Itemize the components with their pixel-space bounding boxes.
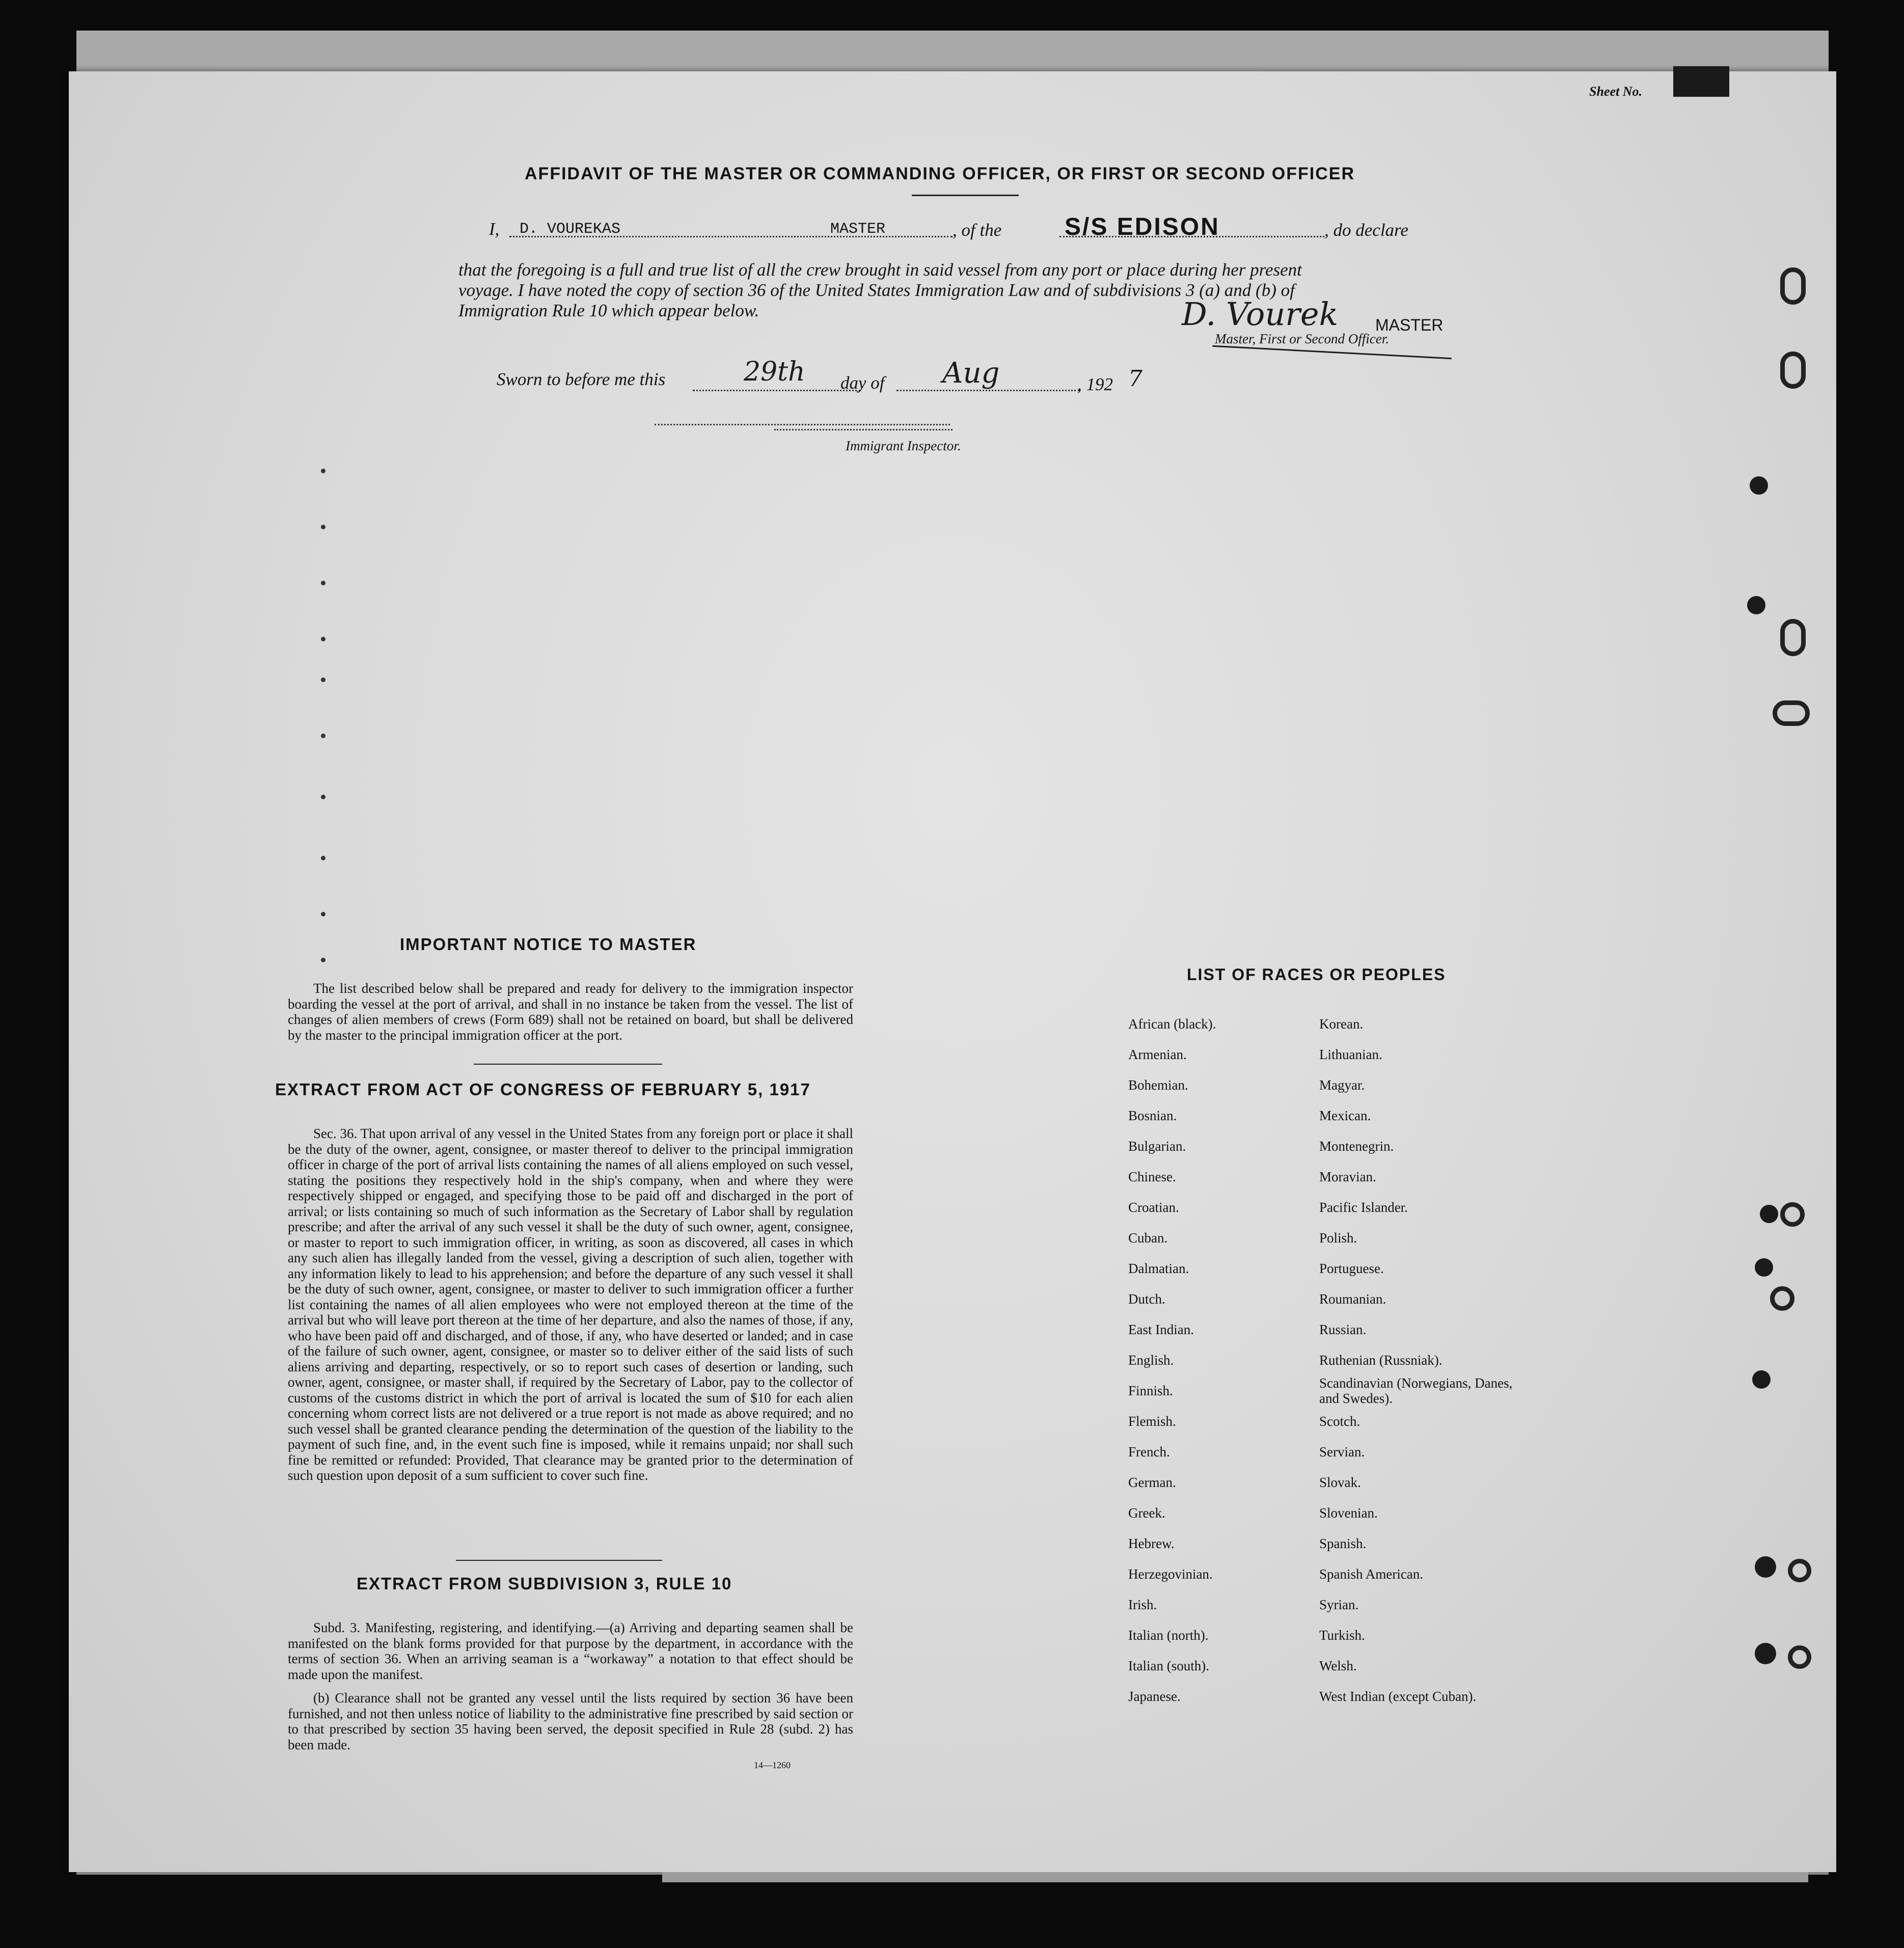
- races-title: LIST OF RACES OR PEOPLES: [1187, 965, 1446, 984]
- race-item: African (black).: [1128, 1016, 1216, 1032]
- act-rule: [456, 1560, 662, 1561]
- sworn-day: 29th: [744, 357, 805, 387]
- act-extract-text: Sec. 36. That upon arrival of any vessel in the United States from any foreign port or place it shall be the duty of the owner, agent, consignee, or master thereof to deliver to the principal immigration officer in charge of the port of arrival lists containing the names of all aliens employed on such vessel, stating the positions they respectively hold in the ship's company, when and where they were respectively shipped or engaged, and specifying those to be paid off and discharged in the port of arrival; or lists containing so much of such information as the Secretary of Labor shall by regulation prescribe; and after the arrival of any such vessel it shall be the duty of such owner, agent, consignee, or master to report to such immigration officer, in writing, as soon as discovered, all cases in which any such alien has illegally landed from the vessel, giving a description of such alien, together with any information likely to lead to his apprehension; and before the departure of any such vessel it shall be the duty of such owner, agent, consignee, or master to deliver to such immigration officer a further list containing the names of all alien employees who were not employed thereon at the time of the arrival but who will leave port thereon at the time of her departure, and also the names of those, if any, who have been paid off and discharged, and of those, if any, who have deserted or landed; and in case of the failure of such owner, agent, consignee, or master so to deliver either of the said lists of such aliens arriving and departing, respectively, or so to report such cases of desertion or landing, such owner, agent, consignee, or master shall, if required by the Secretary of Labor, pay to the collector of customs of the customs district in which the port of arrival is located the sum of $10 for each alien concerning whom correct lists are not delivered or a true report is not made as above required; and no such vessel shall be granted clearance pending the determination of the question of the liability to the payment of such fine, and, in the event such fine is imposed, while it remains unpaid; nor shall such fine be remitted or refunded: Provided, That clearance may be granted prior to the determination of such question upon deposit of a sum sufficient to cover such fine.: [288, 1126, 853, 1483]
- race-item: Welsh.: [1319, 1658, 1357, 1673]
- race-item: Moravian.: [1319, 1169, 1376, 1184]
- races-right-column: [1319, 1009, 1513, 1712]
- race-item: Bohemian.: [1128, 1077, 1188, 1093]
- race-item: Italian (north).: [1128, 1628, 1209, 1643]
- race-item: Bosnian.: [1128, 1108, 1177, 1123]
- sheet-number-stamp: [1673, 66, 1729, 97]
- race-item: Spanish American.: [1319, 1566, 1423, 1582]
- binder-ring: [1788, 1645, 1811, 1669]
- affidavit-line-3: voyage. I have noted the copy of section 36 of the United States Immigration Law and of subdivisions 3 (a) and (b) of: [458, 280, 1295, 300]
- punch-hole: [1755, 1258, 1773, 1277]
- binder-ring: [1773, 700, 1810, 726]
- binder-ring: [1780, 619, 1806, 656]
- race-item: Turkish.: [1319, 1628, 1365, 1643]
- race-item: Polish.: [1319, 1230, 1357, 1246]
- sworn-label: Sworn to before me this: [497, 369, 666, 389]
- punch-hole: [1747, 596, 1765, 614]
- notice-rule: [474, 1064, 662, 1065]
- binder-ring: [1780, 1202, 1805, 1227]
- signature-title: MASTER: [1375, 316, 1444, 334]
- race-item: Greek.: [1128, 1505, 1165, 1521]
- race-item: German.: [1128, 1475, 1176, 1490]
- notice-text: The list described below shall be prepared and ready for delivery to the immigration inspector boarding the vessel at the port of arrival, and shall in no instance be taken from the vessel. The list of changes of alien members of crews (Form 689) shall not be retained on board, but shall be delivered by the master to the principal immigration officer at the port.: [288, 981, 853, 1043]
- race-item: Cuban.: [1128, 1230, 1168, 1246]
- sworn-month-line: [896, 390, 1080, 391]
- race-item: Slovenian.: [1319, 1505, 1378, 1521]
- day-of-label: day of: [840, 373, 885, 393]
- race-item: Japanese.: [1128, 1689, 1181, 1704]
- binder-ring: [1788, 1559, 1811, 1582]
- race-item: Slovak.: [1319, 1475, 1361, 1490]
- margin-dot: [321, 678, 325, 682]
- sworn-day-line: [693, 390, 861, 391]
- year-prefix: , 192: [1077, 374, 1113, 394]
- rule-extract-para-a: Subd. 3. Manifesting, registering, and identifying.—(a) Arriving and departing seamen shall be manifested on the blank forms provided for that purpose by the department, in accordance with the terms of section 36. When an arriving seaman is a “workaway” a notation to that effect should be made upon the manifest.: [288, 1620, 853, 1682]
- race-item: Chinese.: [1128, 1169, 1176, 1184]
- inspector-signature-line: [655, 424, 950, 425]
- margin-dot: [321, 795, 325, 799]
- margin-dot: [321, 958, 325, 962]
- rule-extract-title: EXTRACT FROM SUBDIVISION 3, RULE 10: [357, 1574, 732, 1593]
- affidavit-line-4: Immigration Rule 10 which appear below.: [458, 301, 759, 320]
- do-declare-label: , do declare: [1324, 220, 1408, 240]
- race-item: West Indian (except Cuban).: [1319, 1689, 1477, 1704]
- master-name: D. VOUREKAS: [520, 221, 621, 238]
- race-item: Hebrew.: [1128, 1536, 1175, 1551]
- race-item: Italian (south).: [1128, 1658, 1209, 1673]
- margin-dot: [321, 581, 325, 585]
- race-item: French.: [1128, 1444, 1170, 1459]
- race-item: Flemish.: [1128, 1414, 1176, 1429]
- title-rule: [912, 195, 1019, 196]
- race-item: Herzegovinian.: [1128, 1566, 1213, 1582]
- race-item: Scotch.: [1319, 1414, 1361, 1429]
- punch-hole: [1750, 476, 1768, 495]
- race-item: Irish.: [1128, 1597, 1157, 1612]
- race-item: Servian.: [1319, 1444, 1365, 1459]
- binder-ring: [1780, 351, 1806, 389]
- affidavit-line-2: that the foregoing is a full and true list of all the crew brought in said vessel from any port or place during her present: [458, 260, 1302, 280]
- race-item: English.: [1128, 1352, 1174, 1368]
- race-item: Bulgarian.: [1128, 1139, 1186, 1154]
- signature-caption: Master, First or Second Officer.: [1215, 331, 1389, 346]
- ship-line: [1059, 236, 1324, 237]
- punch-hole: [1755, 1643, 1776, 1664]
- inspector-caption: Immigrant Inspector.: [846, 438, 961, 453]
- of-the-label: , of the: [953, 220, 1002, 240]
- race-item: Pacific Islander.: [1319, 1200, 1408, 1215]
- master-signature: D. Vourek: [1182, 295, 1339, 333]
- margin-dot: [321, 469, 325, 473]
- margin-dot: [321, 912, 325, 916]
- sworn-month: Aug: [942, 357, 1000, 390]
- race-item: Ruthenian (Russniak).: [1319, 1352, 1443, 1368]
- sheet-number-label: Sheet No.: [1589, 84, 1642, 99]
- act-extract-title: EXTRACT FROM ACT OF CONGRESS OF FEBRUARY 5, 1917: [275, 1080, 811, 1099]
- races-left-column: [1128, 1009, 1216, 1712]
- race-item: Dutch.: [1128, 1291, 1165, 1307]
- binder-ring: [1780, 267, 1806, 305]
- affidavit-title: AFFIDAVIT OF THE MASTER OR COMMANDING OFFICER, OR FIRST OR SECOND OFFICER: [525, 164, 1355, 183]
- inspector-signature-line-2: [774, 429, 953, 430]
- form-number: 14—1260: [754, 1760, 791, 1770]
- margin-dot: [321, 637, 325, 641]
- race-item: Magyar.: [1319, 1077, 1365, 1093]
- rule-extract-para-b: (b) Clearance shall not be granted any vessel until the lists required by section 36 have been furnished, and not then unless notice of liability to the administrative fine prescribed by said section or to that prescribed by section 35 having been served, the deposit specified in Rule 28 (subd. 2) has been made.: [288, 1690, 853, 1752]
- race-item: Russian.: [1319, 1322, 1367, 1337]
- punch-hole: [1752, 1370, 1771, 1389]
- punch-hole: [1755, 1556, 1776, 1578]
- race-item: Lithuanian.: [1319, 1047, 1382, 1062]
- race-item: Mexican.: [1319, 1108, 1371, 1123]
- race-item: East Indian.: [1128, 1322, 1194, 1337]
- margin-dot: [321, 734, 325, 738]
- race-item: Korean.: [1319, 1016, 1364, 1032]
- year-suffix: 7: [1128, 366, 1143, 392]
- punch-hole: [1760, 1205, 1778, 1223]
- race-item: Croatian.: [1128, 1200, 1179, 1215]
- margin-dot: [321, 856, 325, 860]
- race-item: Roumanian.: [1319, 1291, 1386, 1307]
- race-item: Dalmatian.: [1128, 1261, 1189, 1276]
- race-item: Armenian.: [1128, 1047, 1187, 1062]
- race-item: Finnish.: [1128, 1383, 1173, 1398]
- race-item: Montenegrin.: [1319, 1139, 1394, 1154]
- race-item: Syrian.: [1319, 1597, 1359, 1612]
- notice-title: IMPORTANT NOTICE TO MASTER: [400, 935, 697, 954]
- binder-ring: [1770, 1286, 1794, 1311]
- bottom-edge: [662, 1872, 1808, 1882]
- affidavit-i-label: I,: [489, 219, 500, 239]
- race-item: Scandinavian (Norwegians, Danes, and Swedes).: [1319, 1375, 1513, 1406]
- margin-dot: [321, 525, 325, 529]
- race-item: Portuguese.: [1319, 1261, 1384, 1276]
- ship-name: S/S EDISON: [1065, 213, 1220, 240]
- master-rank: MASTER: [830, 221, 886, 238]
- document-page: [69, 71, 1836, 1872]
- race-item: Spanish.: [1319, 1536, 1367, 1551]
